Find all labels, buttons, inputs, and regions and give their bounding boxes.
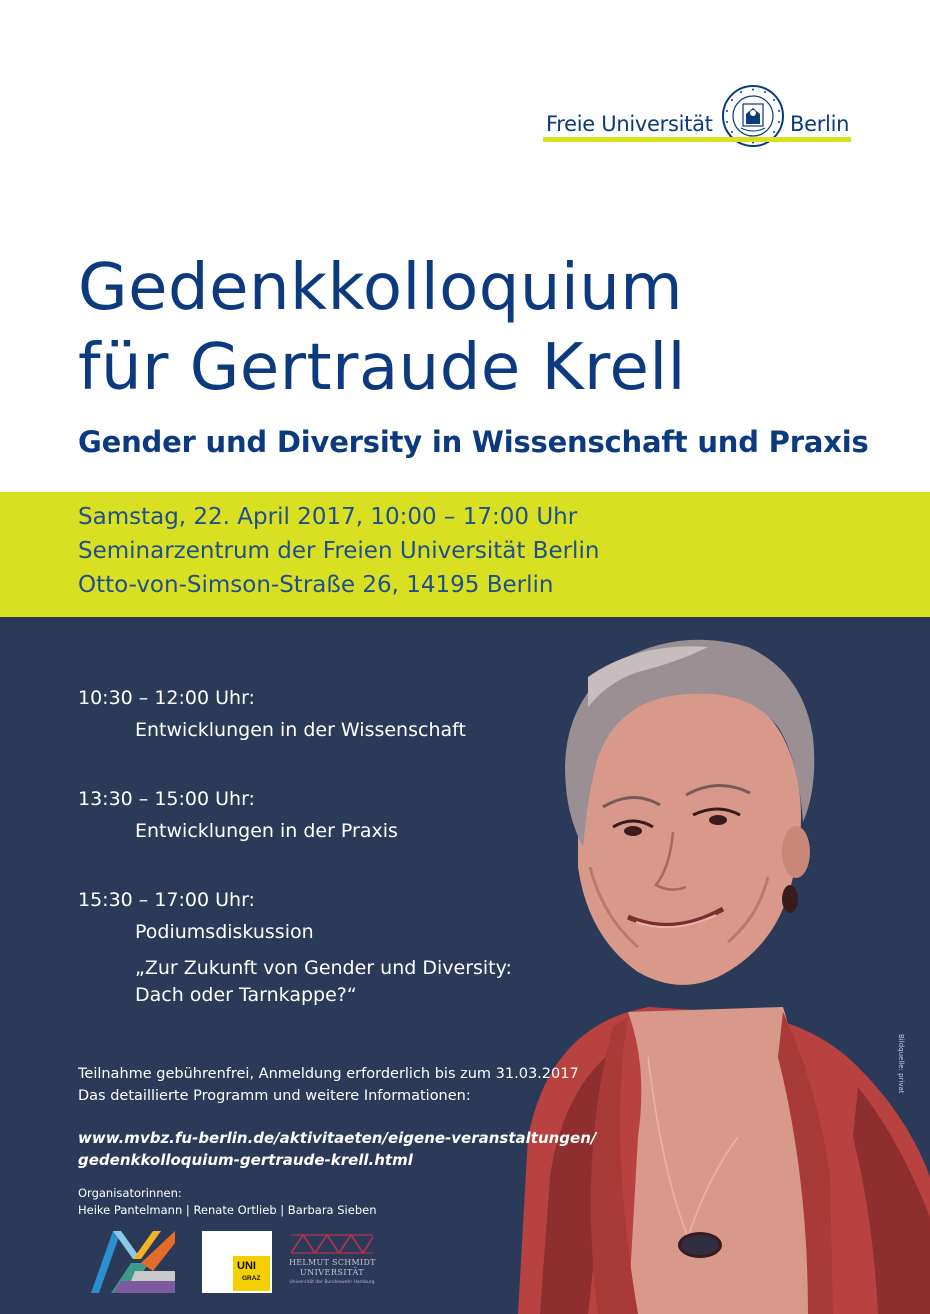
- hsu-name-1: HELMUT SCHMIDT: [289, 1258, 376, 1267]
- program-slot-3-quote-line-2: Dach oder Tarnkappe?“: [135, 984, 357, 1006]
- portrait-image: [478, 617, 930, 1314]
- uni-graz-logo: [202, 1231, 272, 1293]
- program-slot-3-time: 15:30 – 17:00 Uhr:: [78, 889, 255, 911]
- organizers-names: Heike Pantelmann | Renate Ortlieb | Barbara Sieben: [78, 1203, 377, 1217]
- title-line-1: Gedenkkolloquium: [78, 251, 684, 325]
- event-url-line-2[interactable]: gedenkkolloquium-gertraude-krell.html: [78, 1151, 413, 1169]
- program-info: Das detaillierte Programm und weitere Informationen:: [78, 1088, 471, 1104]
- event-venue: Seminarzentrum der Freien Universität Berlin: [78, 538, 600, 564]
- program-slot-3-title: Podiumsdiskussion: [135, 921, 314, 943]
- logo-underline: [543, 137, 851, 142]
- uni-graz-text-1: UNI: [237, 1260, 256, 1272]
- page-title: [78, 248, 686, 408]
- event-details-band: [0, 492, 930, 617]
- program-slot-2-time: 13:30 – 15:00 Uhr:: [78, 788, 255, 810]
- program-slot-2-title: Entwicklungen in der Praxis: [135, 820, 398, 842]
- fu-berlin-logo: [543, 82, 851, 146]
- registration-info: Teilnahme gebührenfrei, Anmeldung erforderlich bis zum 31.03.2017: [78, 1066, 579, 1082]
- mvbz-logo: [91, 1231, 175, 1293]
- uni-graz-text-2: GRAZ: [242, 1275, 261, 1282]
- hsu-emblem-icon: [289, 1231, 375, 1257]
- helmut-schmidt-university-logo: [289, 1231, 375, 1293]
- program-slot-1-title: Entwicklungen in der Wissenschaft: [135, 719, 466, 741]
- event-url-line-1[interactable]: www.mvbz.fu-berlin.de/aktivitaeten/eigene-veranstaltungen/: [78, 1129, 597, 1147]
- program-slot-1-time: 10:30 – 12:00 Uhr:: [78, 687, 255, 709]
- header: [0, 0, 930, 492]
- logo-text-left: Freie Universität: [546, 112, 713, 136]
- event-date-time: Samstag, 22. April 2017, 10:00 – 17:00 Uhr: [78, 504, 578, 530]
- photo-credit: Bildquelle: privat: [897, 1034, 905, 1094]
- title-line-2: für Gertraude Krell: [78, 331, 686, 405]
- organizers-label: Organisatorinnen:: [78, 1186, 182, 1200]
- hsu-name-2: UNIVERSITÄT: [299, 1268, 365, 1277]
- subtitle: Gender und Diversity in Wissenschaft und Praxis: [78, 425, 869, 459]
- program-slot-3-quote-line-1: „Zur Zukunft von Gender und Diversity:: [135, 957, 512, 979]
- hsu-name-3: Universität der Bundeswehr Hamburg: [289, 1280, 375, 1285]
- logo-text-right: Berlin: [790, 112, 850, 136]
- event-address: Otto-von-Simson-Straße 26, 14195 Berlin: [78, 572, 554, 598]
